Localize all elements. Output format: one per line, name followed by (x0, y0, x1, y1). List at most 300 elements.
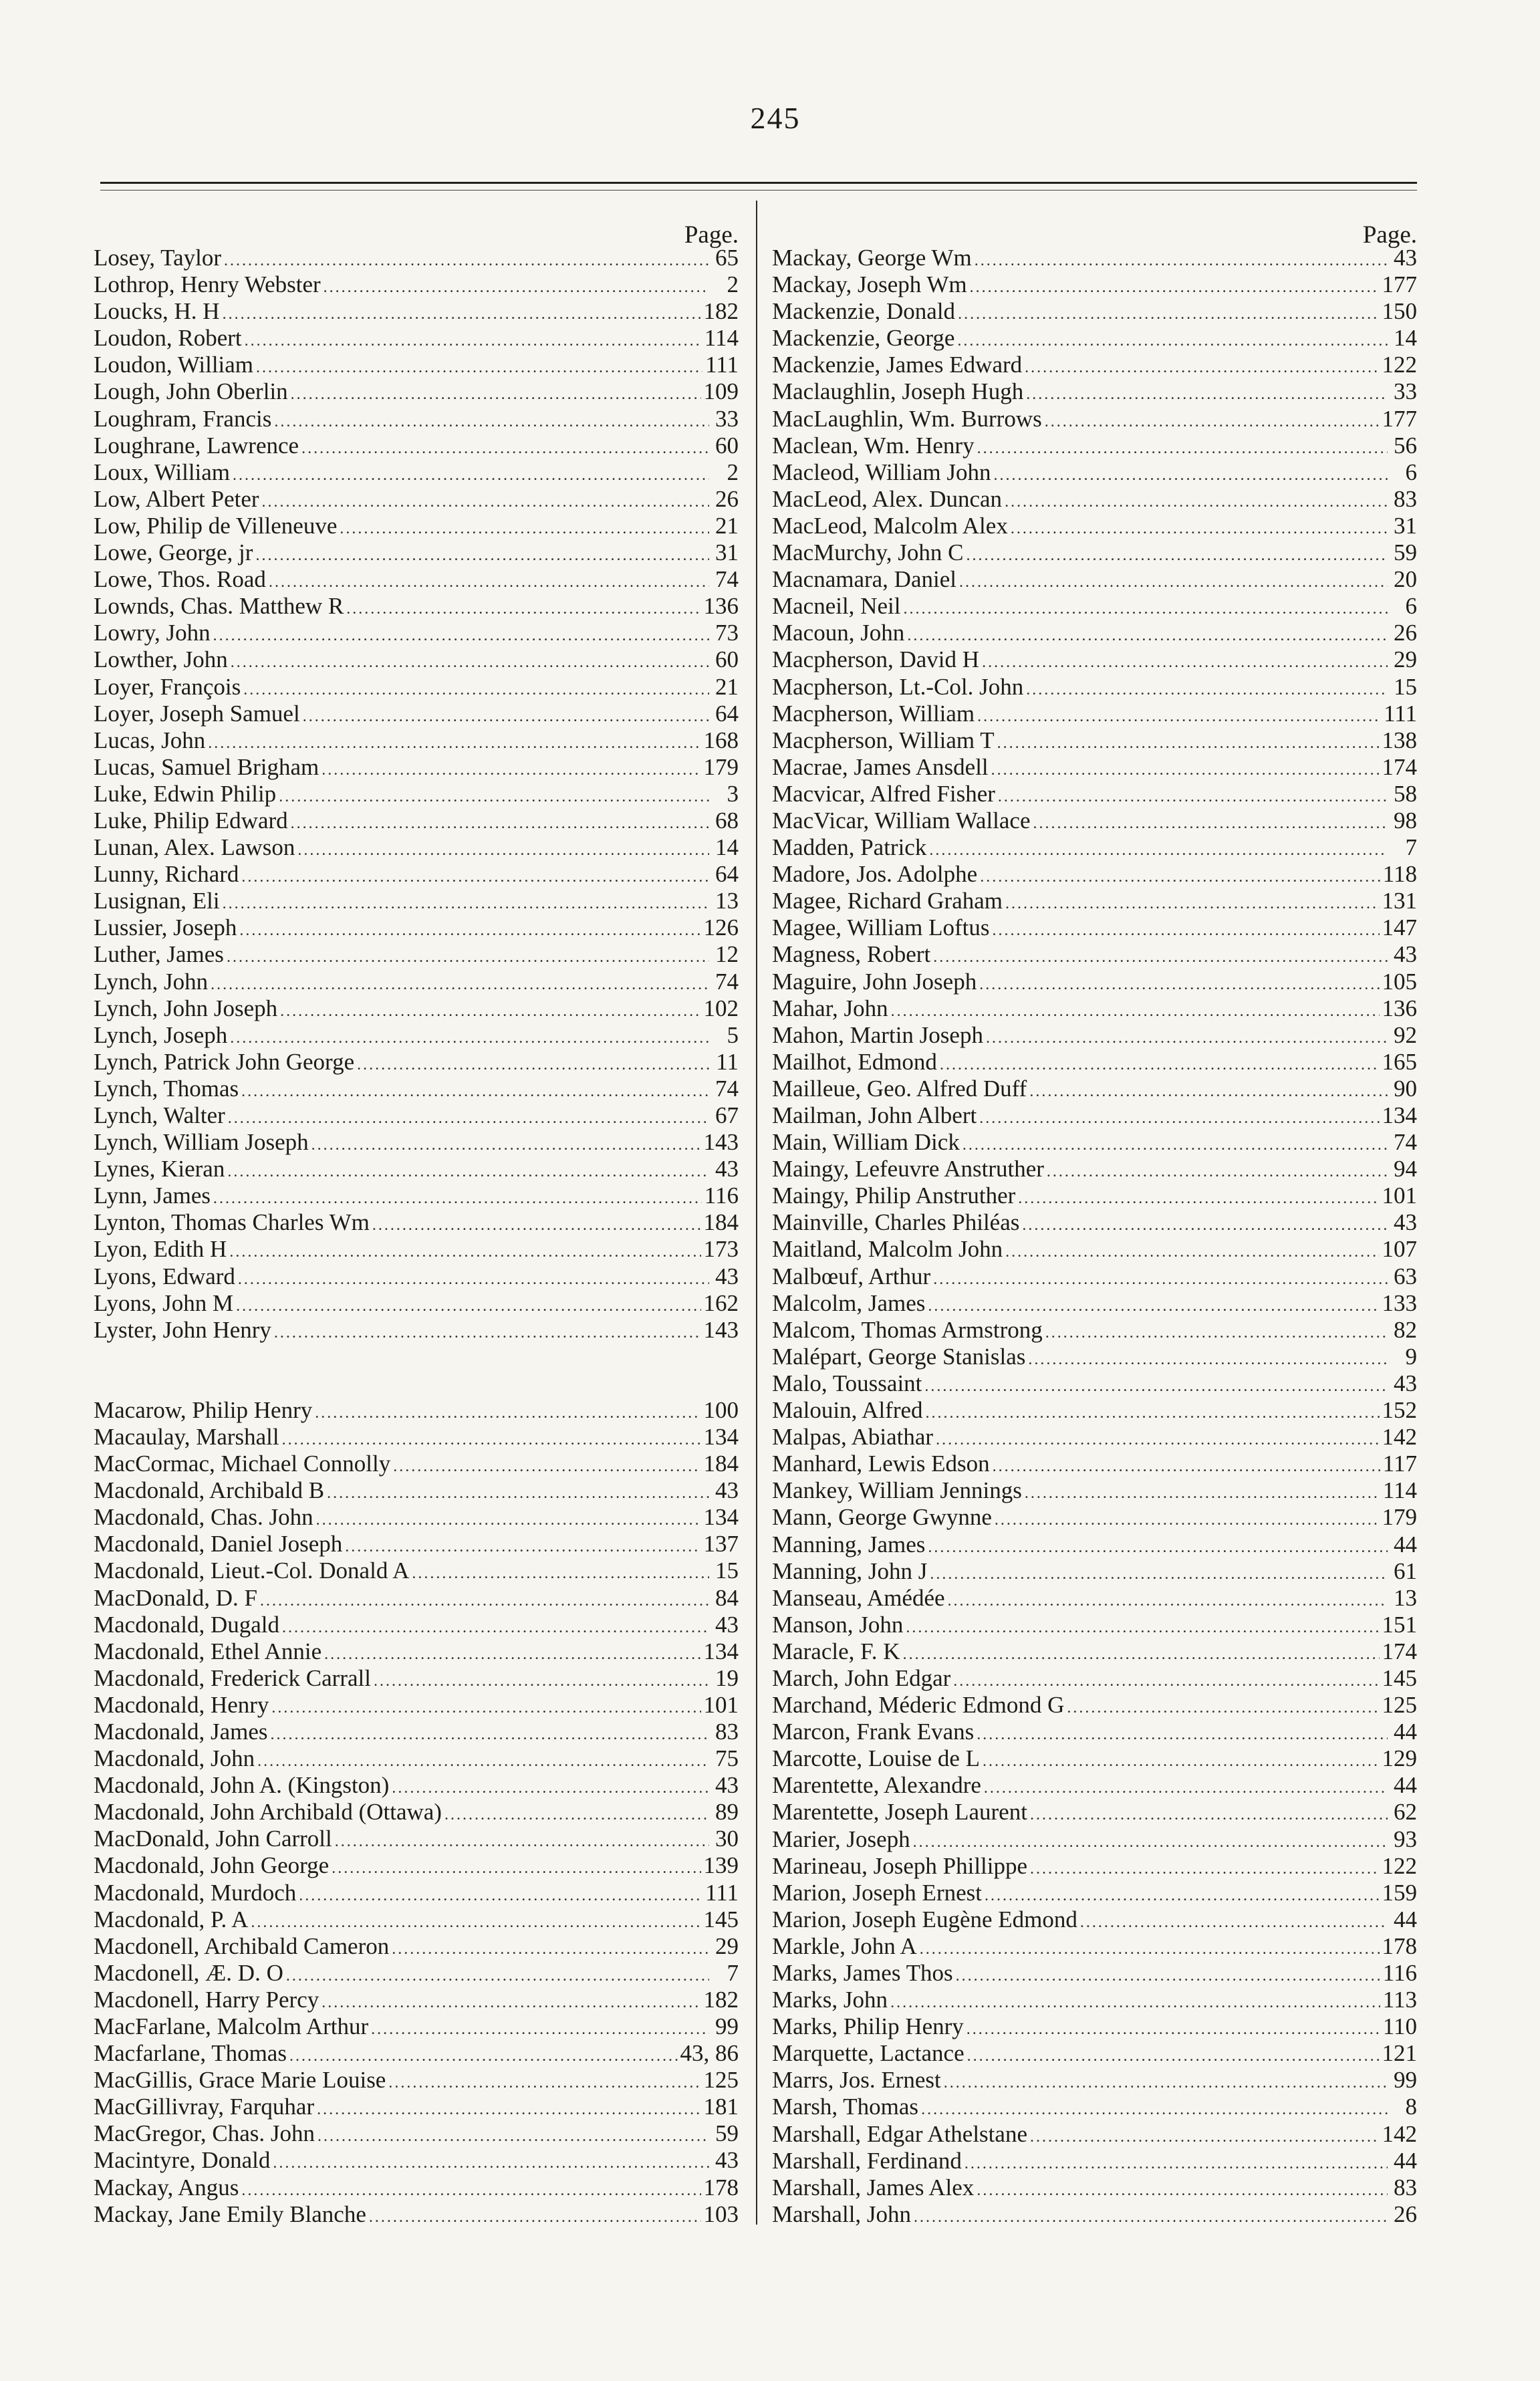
entry-name: MacVicar, William Wallace (772, 807, 1031, 834)
dot-leader (1025, 354, 1379, 381)
dot-leader (1045, 1320, 1388, 1346)
index-entry (772, 1585, 1417, 1612)
entry-page-number: 103 (703, 2201, 739, 2227)
index-entry (772, 754, 1417, 781)
index-entry (772, 1665, 1417, 1692)
entry-page-number: 43 (715, 1611, 739, 1638)
entry-page-number: 136 (703, 593, 739, 620)
dot-leader (243, 676, 709, 703)
entry-name: Lyons, Edward (94, 1263, 235, 1289)
dot-leader (315, 1400, 700, 1426)
entry-page-number: 60 (715, 646, 739, 673)
index-entry (772, 539, 1417, 566)
entry-name: Marshall, Edgar Athelstane (772, 2120, 1027, 2147)
entry-page-number: 9 (1405, 1343, 1417, 1370)
entry-page-number: 110 (1382, 2013, 1417, 2040)
index-entry (94, 1397, 739, 1424)
dot-leader (967, 2016, 1380, 2043)
index-entry (94, 1612, 739, 1638)
index-entry (94, 701, 739, 727)
entry-page-number: 101 (703, 1691, 739, 1718)
index-entry (772, 406, 1417, 432)
entry-page-number: 182 (703, 1986, 739, 2013)
entry-page-number: 26 (1394, 620, 1417, 646)
entry-name: Maingy, Lefeuvre Anstruther (772, 1156, 1044, 1182)
entry-page-number: 136 (1382, 995, 1417, 1021)
entry-name: Loughrane, Lawrence (94, 432, 299, 459)
entry-page-number: 142 (1382, 1424, 1417, 1451)
entry-name: Macfarlane, Thomas (94, 2040, 287, 2067)
index-entry (94, 352, 739, 378)
entry-page-number: 43 (715, 2147, 739, 2174)
index-entry (94, 2174, 739, 2201)
dot-leader (1045, 408, 1380, 435)
index-entry (772, 459, 1417, 486)
entry-page-number: 143 (703, 1129, 739, 1156)
index-entry (772, 1772, 1417, 1799)
index-entry (772, 2067, 1417, 2094)
index-entry (94, 1022, 739, 1049)
index-entry (94, 513, 739, 539)
dot-leader (1005, 1239, 1379, 1265)
entry-page-number: 56 (1394, 432, 1417, 459)
entry-page-number: 14 (1394, 325, 1417, 352)
index-entry (94, 271, 739, 298)
index-group-l (94, 245, 739, 1344)
dot-leader (388, 2070, 700, 2096)
dot-leader (346, 596, 700, 622)
dot-leader (913, 1829, 1388, 1856)
index-entry (94, 2120, 739, 2147)
dot-leader (965, 2150, 1388, 2177)
dot-leader (335, 1828, 709, 1855)
page-number: 245 (750, 101, 801, 135)
index-entry (94, 1692, 739, 1719)
entry-page-number: 43 (715, 1156, 739, 1182)
index-group-mac (94, 1397, 739, 2228)
dot-leader (213, 1185, 702, 1212)
entry-page-number: 58 (1394, 780, 1417, 807)
entry-page-number: 83 (715, 1718, 739, 1745)
entry-page-number: 178 (1382, 1932, 1417, 1959)
entry-page-number: 20 (1394, 566, 1417, 593)
entry-page-number: 2 (727, 271, 739, 298)
entry-name: Lowther, John (94, 646, 228, 673)
entry-name: Marquette, Lactance (772, 2040, 965, 2067)
entry-page-number: 177 (1382, 271, 1417, 298)
entry-page-number: 62 (1394, 1799, 1417, 1826)
index-entry (94, 1102, 739, 1129)
entry-page-number: 122 (1382, 1852, 1417, 1879)
entry-page-number: 74 (1394, 1129, 1417, 1156)
dot-leader (985, 1882, 1380, 1909)
entry-page-number: 165 (1382, 1048, 1417, 1075)
dot-leader (903, 1641, 1380, 1668)
entry-page-number: 21 (715, 673, 739, 700)
index-entry (772, 807, 1417, 834)
index-entry (94, 539, 739, 566)
dot-leader (286, 1963, 709, 1989)
index-entry (772, 2094, 1417, 2120)
dot-leader (256, 354, 702, 381)
entry-name: Malcolm, James (772, 1289, 926, 1316)
dot-leader (271, 1695, 700, 1721)
entry-page-number: 3 (727, 780, 739, 807)
entry-name: Mainville, Charles Philéas (772, 1209, 1020, 1236)
entry-page-number: 162 (703, 1289, 739, 1316)
index-entry (94, 620, 739, 646)
entry-page-number: 168 (703, 727, 739, 753)
index-entry (772, 513, 1417, 539)
entry-name: Macdonald, John George (94, 1852, 330, 1879)
entry-name: Luke, Philip Edward (94, 807, 288, 834)
dot-leader (345, 1533, 700, 1560)
entry-page-number: 13 (1394, 1584, 1417, 1611)
entry-page-number: 147 (1382, 914, 1417, 941)
entry-name: Lownds, Chas. Matthew R (94, 593, 344, 620)
index-entry (772, 620, 1417, 646)
entry-name: Marentette, Joseph Laurent (772, 1799, 1027, 1826)
entry-page-number: 68 (715, 807, 739, 834)
entry-page-number: 82 (1394, 1316, 1417, 1343)
index-entry (772, 914, 1417, 941)
dot-leader (991, 757, 1380, 783)
index-entry (772, 1076, 1417, 1102)
entry-name: MacCormac, Michael Connolly (94, 1451, 391, 1477)
dot-leader (269, 569, 709, 596)
index-entry (772, 1531, 1417, 1558)
entry-page-number: 13 (715, 888, 739, 914)
entry-name: Macoun, John (772, 620, 905, 646)
dot-leader (227, 944, 709, 971)
entry-name: Marrs, Jos. Ernest (772, 2067, 941, 2094)
entry-page-number: 145 (703, 1906, 739, 1932)
dot-leader (977, 2177, 1388, 2204)
entry-name: Maguire, John Joseph (772, 968, 977, 995)
dot-leader (412, 1560, 709, 1587)
dot-leader (262, 489, 709, 515)
index-entry (772, 1451, 1417, 1477)
index-entry (94, 1209, 739, 1236)
index-column-left (94, 214, 739, 2228)
entry-name: Marshall, John (772, 2201, 912, 2227)
index-entry (772, 969, 1417, 995)
entry-name: Malépart, George Stanislas (772, 1343, 1026, 1370)
dot-leader (211, 971, 709, 998)
dot-leader (979, 971, 1379, 998)
dot-leader (1005, 890, 1380, 917)
index-column-right (772, 214, 1417, 2228)
entry-page-number: 150 (1382, 298, 1417, 325)
entry-name: Maingy, Philip Anstruther (772, 1182, 1016, 1209)
dot-leader (279, 783, 709, 810)
entry-page-number: 99 (715, 2013, 739, 2039)
entry-page-number: 159 (1382, 1879, 1417, 1906)
entry-name: Mackay, Jane Emily Blanche (94, 2201, 366, 2227)
index-entry (94, 1451, 739, 1477)
entry-name: Macpherson, William T (772, 727, 995, 753)
entry-page-number: 43 (1394, 1209, 1417, 1236)
dot-leader (230, 1025, 709, 1051)
entry-name: Marks, James Thos (772, 1960, 953, 1986)
index-entry (94, 2201, 739, 2228)
entry-name: Markle, John A (772, 1932, 917, 1959)
index-entry (94, 2094, 739, 2120)
entry-name: Lynch, John (94, 968, 209, 995)
entry-page-number: 174 (1382, 1638, 1417, 1664)
entry-name: Lowe, Thos. Road (94, 566, 266, 593)
index-entry (772, 1906, 1417, 1933)
dot-leader (280, 998, 700, 1025)
dot-leader (944, 2070, 1388, 2096)
column-heading-left: Page. (684, 221, 739, 249)
dot-leader (993, 462, 1388, 489)
dot-leader (273, 2150, 709, 2176)
entry-page-number: 184 (703, 1209, 739, 1236)
index-entry (94, 1182, 739, 1209)
entry-page-number: 125 (1382, 1692, 1417, 1719)
dot-leader (977, 435, 1388, 462)
dot-leader (392, 1775, 709, 1801)
dot-leader (238, 1266, 709, 1293)
index-entry (772, 1209, 1417, 1236)
entry-name: Marion, Joseph Eugène Edmond (772, 1906, 1077, 1932)
entry-page-number: 122 (1382, 352, 1417, 378)
index-entry (94, 1880, 739, 1906)
index-entry (94, 1263, 739, 1290)
entry-name: Mahar, John (772, 995, 888, 1021)
entry-name: Marcotte, Louise de L (772, 1745, 981, 1772)
index-entry (772, 1504, 1417, 1531)
entry-name: Lucas, John (94, 727, 206, 753)
dot-leader (957, 328, 1388, 354)
dot-leader (953, 1668, 1379, 1695)
entry-name: Marentette, Alexandre (772, 1772, 981, 1799)
entry-name: MacLeod, Alex. Duncan (772, 485, 1003, 512)
index-entry (94, 1129, 739, 1156)
entry-name: Macdonald, James (94, 1718, 268, 1745)
entry-page-number: 99 (1394, 2067, 1417, 2094)
dot-leader (966, 542, 1388, 569)
dot-leader (289, 2043, 678, 2070)
index-entry (94, 1987, 739, 2013)
index-entry (772, 2121, 1417, 2148)
dot-leader (1028, 1346, 1388, 1373)
index-entry (772, 1745, 1417, 1772)
entry-name: Macdonald, P. A (94, 1906, 249, 1932)
entry-name: MacLaughlin, Wm. Burrows (772, 405, 1042, 432)
index-entry (94, 1156, 739, 1182)
dot-leader (274, 408, 709, 435)
index-entry (94, 1424, 739, 1451)
dot-leader (369, 2204, 701, 2231)
index-entry (94, 1317, 739, 1344)
entry-page-number: 33 (715, 405, 739, 432)
index-entry (94, 432, 739, 459)
dot-leader (311, 1132, 701, 1158)
header-rule-thin (100, 190, 1417, 191)
entry-page-number: 113 (1382, 1987, 1417, 2013)
entry-page-number: 93 (1394, 1826, 1417, 1852)
index-entry (94, 1665, 739, 1692)
index-entry (94, 2040, 739, 2067)
entry-page-number: 101 (1382, 1182, 1417, 1209)
entry-name: Mailleue, Geo. Alfred Duff (772, 1075, 1027, 1102)
entry-name: Mackay, Angus (94, 2174, 239, 2201)
entry-page-number: 44 (1394, 1772, 1417, 1799)
entry-name: Marks, John (772, 1987, 888, 2013)
entry-name: Marion, Joseph Ernest (772, 1879, 982, 1906)
index-entry (772, 298, 1417, 325)
entry-name: Mackay, Joseph Wm (772, 271, 967, 298)
entry-name: Low, Albert Peter (94, 485, 259, 512)
entry-name: Macarow, Philip Henry (94, 1396, 313, 1423)
entry-page-number: 2 (727, 459, 739, 485)
entry-name: Macdonald, Daniel Joseph (94, 1531, 343, 1557)
index-entry (94, 1719, 739, 1745)
entry-page-number: 12 (715, 941, 739, 968)
index-entry (772, 352, 1417, 378)
dot-leader (1080, 1909, 1388, 1936)
index-entry (94, 1772, 739, 1799)
entry-page-number: 7 (727, 1959, 739, 1986)
index-entry (772, 486, 1417, 513)
entry-page-number: 43, 86 (680, 2040, 739, 2067)
index-entry (772, 1424, 1417, 1451)
entry-page-number: 31 (715, 539, 739, 566)
entry-name: Marineau, Joseph Phillippe (772, 1852, 1028, 1879)
entry-name: MacLeod, Malcolm Alex (772, 512, 1008, 539)
index-entry (94, 1585, 739, 1612)
entry-page-number: 151 (1382, 1611, 1417, 1638)
entry-name: Malo, Toussaint (772, 1370, 922, 1396)
entry-page-number: 7 (1405, 834, 1417, 861)
entry-page-number: 117 (1382, 1451, 1417, 1477)
entry-name: Lynes, Kieran (94, 1156, 225, 1182)
entry-name: Maitland, Malcolm John (772, 1236, 1003, 1263)
dot-leader (995, 1507, 1380, 1533)
index-entry (772, 1049, 1417, 1076)
index-entry (772, 1102, 1417, 1129)
entry-name: Macnamara, Daniel (772, 566, 956, 593)
entry-name: MacFarlane, Malcolm Arthur (94, 2013, 369, 2039)
entry-page-number: 44 (1394, 2147, 1417, 2174)
dot-leader (301, 435, 709, 462)
entry-name: Lynch, Joseph (94, 1021, 228, 1048)
entry-name: Marcon, Frank Evans (772, 1719, 975, 1745)
entry-page-number: 65 (715, 245, 739, 271)
entry-page-number: 138 (1382, 727, 1417, 753)
dot-leader (998, 783, 1388, 810)
entry-page-number: 89 (715, 1799, 739, 1826)
dot-leader (1033, 810, 1388, 837)
index-entry (94, 1960, 739, 1987)
dot-leader (993, 917, 1380, 944)
entry-name: Loyer, François (94, 673, 241, 700)
dot-leader (903, 596, 1388, 622)
entry-page-number: 14 (715, 834, 739, 861)
entry-page-number: 129 (1382, 1745, 1417, 1772)
dot-leader (303, 703, 709, 730)
dot-leader (1026, 676, 1388, 703)
entry-name: Magness, Robert (772, 941, 931, 968)
section-gap (94, 1344, 739, 1397)
dot-leader (920, 1936, 1380, 1963)
dot-leader (317, 2123, 709, 2150)
dot-leader (241, 2177, 700, 2204)
entry-page-number: 6 (1405, 593, 1417, 620)
index-entry (94, 1477, 739, 1504)
entry-name: MacGregor, Chas. John (94, 2120, 315, 2147)
entry-name: Macintyre, Donald (94, 2147, 271, 2174)
entry-name: Macdonald, Frederick Carrall (94, 1664, 371, 1691)
dot-leader (924, 1373, 1388, 1400)
entry-name: Loucks, H. H (94, 298, 220, 325)
index-entry (94, 1826, 739, 1852)
dot-leader (231, 649, 709, 676)
entry-page-number: 178 (703, 2174, 739, 2201)
index-entry (94, 888, 739, 914)
entry-page-number: 43 (715, 1263, 739, 1289)
entry-name: Losey, Taylor (94, 245, 221, 271)
dot-leader (1005, 489, 1388, 515)
index-entry (772, 1182, 1417, 1209)
index-group-ma (772, 245, 1417, 2228)
entry-page-number: 29 (715, 1932, 739, 1959)
index-entry (94, 486, 739, 513)
entry-name: Lyon, Edith H (94, 1236, 227, 1263)
entry-name: Lynn, James (94, 1182, 211, 1209)
index-entry (94, 1799, 739, 1826)
entry-page-number: 179 (703, 753, 739, 780)
entry-page-number: 29 (1394, 646, 1417, 673)
entry-page-number: 139 (703, 1852, 739, 1879)
index-entry (772, 1719, 1417, 1745)
dot-leader (260, 1588, 709, 1614)
dot-leader (1018, 1185, 1379, 1212)
entry-name: Manning, John J (772, 1557, 928, 1584)
dot-leader (392, 1936, 709, 1963)
entry-page-number: 134 (703, 1504, 739, 1531)
entry-name: Lyster, John Henry (94, 1316, 271, 1343)
dot-leader (1026, 381, 1388, 408)
index-entry (772, 888, 1417, 914)
dot-leader (371, 2016, 709, 2043)
entry-name: Macdonald, John (94, 1745, 255, 1772)
dot-leader (977, 703, 1381, 730)
dot-leader (1011, 515, 1388, 542)
entry-page-number: 43 (1394, 1370, 1417, 1396)
entry-name: Macdonell, Archibald Cameron (94, 1932, 390, 1959)
dot-leader (977, 1721, 1388, 1748)
index-entry (94, 325, 739, 352)
entry-page-number: 83 (1394, 2174, 1417, 2201)
entry-page-number: 134 (703, 1423, 739, 1450)
dot-leader (928, 1293, 1379, 1320)
index-entry (772, 1612, 1417, 1638)
dot-leader (1025, 1480, 1380, 1507)
entry-name: Macdonald, Ethel Annie (94, 1638, 322, 1664)
dot-leader (914, 2204, 1388, 2231)
entry-page-number: 100 (703, 1396, 739, 1423)
dot-leader (228, 1105, 709, 1132)
index-entry (772, 245, 1417, 271)
index-entry (94, 969, 739, 995)
index-entry (772, 781, 1417, 807)
entry-page-number: 179 (1382, 1504, 1417, 1531)
dot-leader (236, 1293, 700, 1320)
entry-name: March, John Edgar (772, 1664, 951, 1691)
